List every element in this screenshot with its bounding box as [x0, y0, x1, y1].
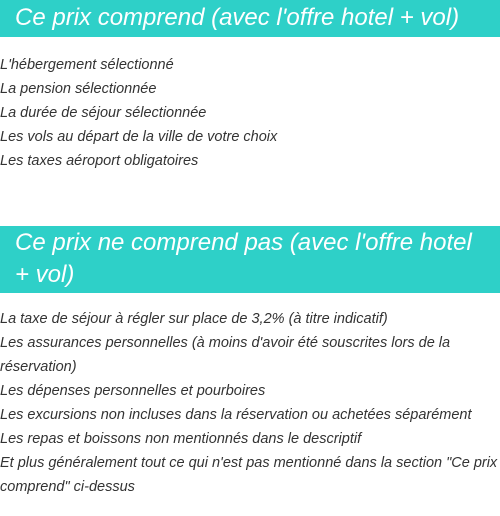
list-item: Et plus généralement tout ce qui n'est pas mentionné dans la section "Ce prix comprend" ci-dessus	[0, 455, 498, 495]
price-excludes-list	[0, 307, 500, 499]
price-includes-section	[0, 0, 500, 173]
list-item: Les taxes aéroport obligatoires	[0, 153, 199, 169]
list-item: Les dépenses personnelles et pourboires	[0, 383, 266, 399]
price-excludes-heading: Ce prix ne comprend pas (avec l'offre hotel + vol)	[0, 226, 500, 293]
list-item: L'hébergement sélectionné	[0, 57, 174, 73]
list-item: Les excursions non incluses dans la réservation ou achetées séparément	[0, 407, 472, 423]
price-excludes-section	[0, 226, 500, 499]
list-item: Les repas et boissons non mentionnés dans le descriptif	[0, 431, 362, 447]
price-includes-heading: Ce prix comprend (avec l'offre hotel + vol)	[0, 0, 500, 37]
list-item: La pension sélectionnée	[0, 81, 157, 97]
price-includes-list	[0, 53, 500, 173]
list-item: Les vols au départ de la ville de votre choix	[0, 129, 278, 145]
list-item: Les assurances personnelles (à moins d'avoir été souscrites lors de la réservation)	[0, 335, 451, 375]
list-item: La durée de séjour sélectionnée	[0, 105, 207, 121]
list-item: La taxe de séjour à régler sur place de 3,2% (à titre indicatif)	[0, 311, 388, 327]
